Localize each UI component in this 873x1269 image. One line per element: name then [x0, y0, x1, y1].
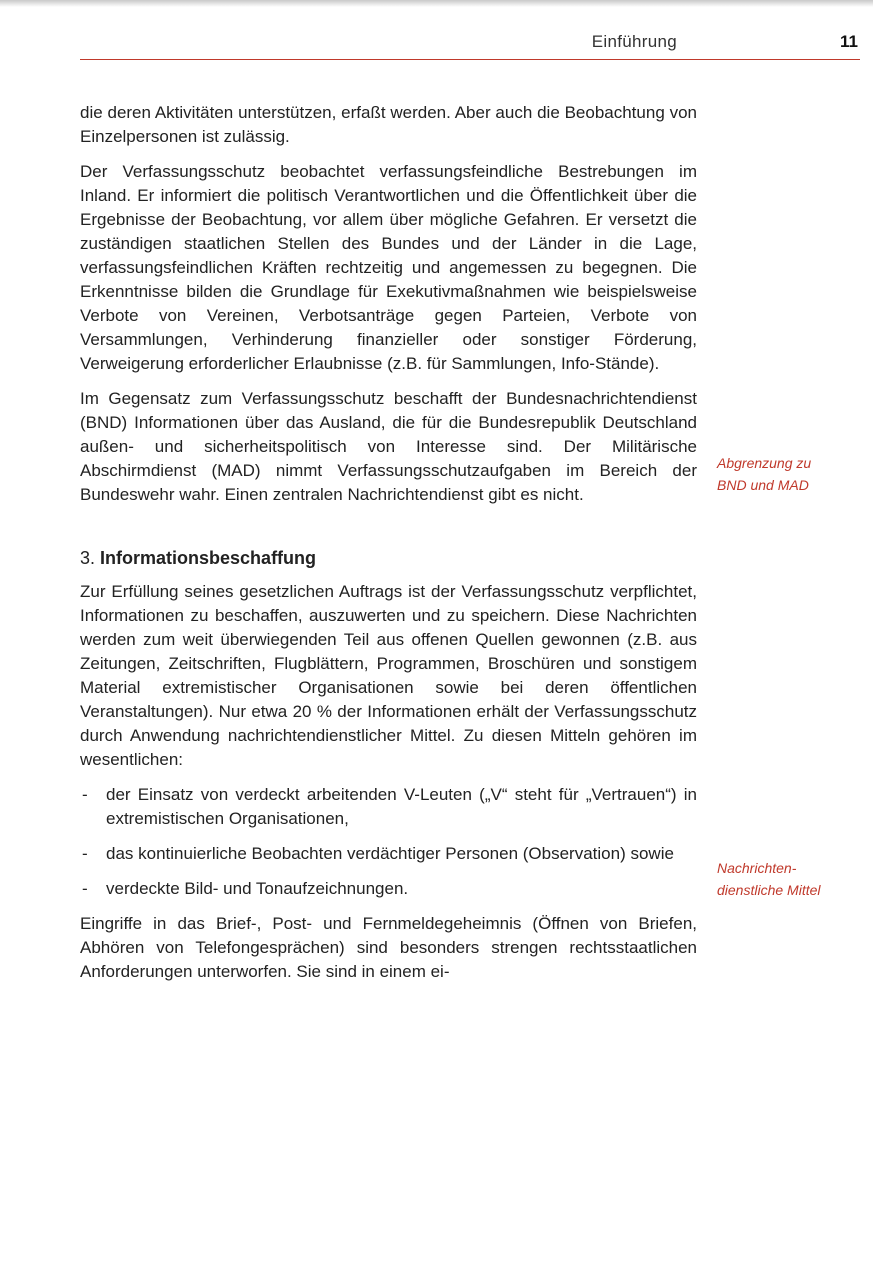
page-top-shadow [0, 0, 873, 7]
list-item-text: das kontinuierliche Beobachten verdächtiger Personen (Observation) sowie [106, 844, 674, 863]
margin-note-line: dienstliche Mittel [717, 882, 821, 898]
margin-note-line: Abgrenzung zu [717, 455, 812, 471]
header-rule [80, 59, 860, 60]
margin-note-abgrenzung [717, 452, 867, 496]
paragraph-bnd-mad: Im Gegensatz zum Verfassungsschutz beschafft der Bundesnachrichtendienst (BND) Informationen über das Ausland, die für die Bundesrepublik Deutschland außen- und sicherheitspolitisch von Interesse sind. Der Militärische Abschirmdienst (MAD) nimmt Verfassungsschutzaufgaben im Bereich der Bundeswehr wahr. Einen zentralen Nachrichtendienst gibt es nicht. [80, 389, 697, 504]
paragraph-intro-continuation: die deren Aktivitäten unterstützen, erfaßt werden. Aber auch die Beobachtung von Einzelpersonen ist zulässig. [80, 103, 697, 146]
list-dash: - [82, 879, 88, 898]
page-number: 11 [840, 32, 858, 51]
main-text-column [80, 101, 697, 995]
list-item [80, 877, 697, 901]
list-item [80, 842, 697, 866]
margin-note-line: BND und MAD [717, 477, 809, 493]
margin-note-line: Nachrichten- [717, 860, 797, 876]
paragraph-brief-post-geheimnis: Eingriffe in das Brief-, Post- und Fernmeldegeheimnis (Öffnen von Briefen, Abhören von Telefongesprächen) sind besonders strengen rechtsstaatlichen Anforderungen unterworfen. Sie sind in einem ei- [80, 914, 697, 981]
section-heading [80, 546, 697, 570]
running-header [80, 28, 860, 62]
list-item-text: verdeckte Bild- und Tonaufzeichnungen. [106, 879, 409, 898]
list-item [80, 783, 697, 831]
section-title: Einführung [591, 32, 677, 51]
paragraph-verfassungsschutz-tasks: Der Verfassungsschutz beobachtet verfassungsfeindliche Bestrebungen im Inland. Er informiert die politisch Verantwortlichen und die Öffentlichkeit über die Ergebnisse der Beobachtung, vor allem über mögliche Gefahren. Er versetzt die zuständigen staatlichen Stellen des Bundes und der Länder in die Lage, verfassungsfeindlichen Kräften rechtzeitig und angemessen zu begegnen. Die Erkenntnisse bilden die Grundlage für Exekutivmaßnahmen wie beispielsweise Verbote von Vereinen, Verbotsanträge gegen Parteien, Verbote von Versammlungen, Verhinderung finanzieller oder sonstiger Förderung, Verweigerung erforderlicher Erlaubnisse (z.B. für Sammlungen, Info-Stände). [80, 162, 697, 373]
list-dash: - [82, 785, 88, 804]
section-heading-title: Informationsbeschaffung [100, 548, 317, 568]
list-dash: - [82, 844, 88, 863]
margin-note-nachrichtendienstliche-mittel [717, 857, 867, 901]
paragraph-informationsbeschaffung: Zur Erfüllung seines gesetzlichen Auftrags ist der Verfassungsschutz verpflichtet, Informationen zu beschaffen, auszuwerten und zu speichern. Diese Nachrichten werden zum weit überwiegenden Teil aus offenen Quellen gewonnen (z.B. aus Zeitungen, Zeitschriften, Flugblättern, Programmen, Broschüren und sonstigem Material extremistischer Organisationen sowie bei deren öffentlichen Veranstaltungen). Nur etwa 20 % der Informationen erhält der Verfassungsschutz durch Anwendung nachrichtendienstlicher Mittel. Zu diesen Mitteln gehören im wesentlichen: [80, 582, 697, 769]
list-item-text: der Einsatz von verdeckt arbeitenden V-Leuten („V“ steht für „Vertrauen“) in extremistischen Organisationen, [106, 785, 697, 828]
section-heading-number: 3. [80, 548, 96, 568]
means-list [80, 783, 697, 901]
